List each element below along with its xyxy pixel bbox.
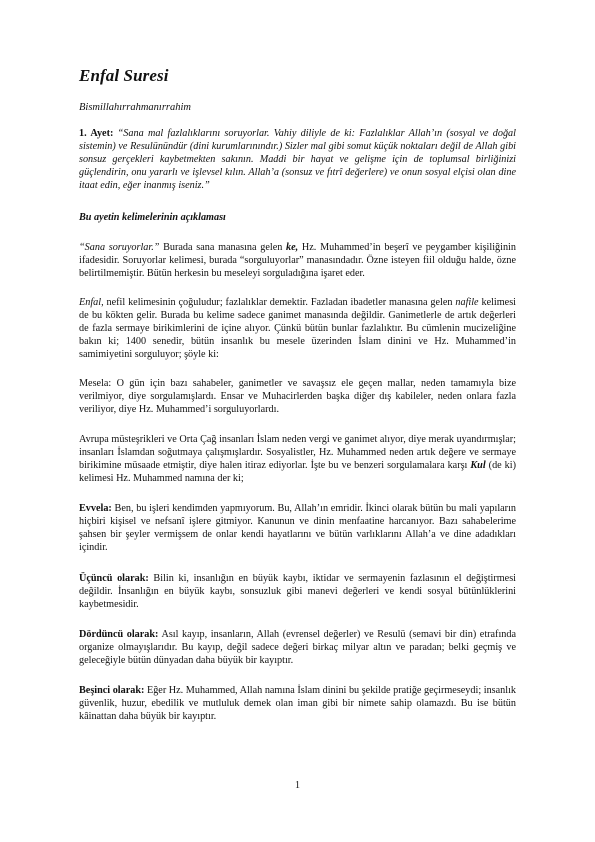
p5-label: Evvela:	[79, 503, 112, 514]
p2-word-2: nafile	[455, 297, 479, 308]
p1-quote: “Sana soruyorlar.”	[79, 242, 160, 253]
paragraph-1	[79, 241, 516, 280]
paragraph-8	[79, 684, 516, 723]
p1-word: ke,	[286, 242, 299, 253]
paragraph-2	[79, 296, 516, 361]
page-number: 1	[295, 780, 300, 791]
p6-text: Bilin ki, insanlığın en büyük kaybı, iktidar ve sermayenin fazlasının el değiştirmesi değildir. İnsanlığın en büyük kaybı, sonsuzluk gibi manevi değerleri ve kendi sosyal bütünlüklerini kaybetmesidir.	[79, 573, 517, 611]
p4-text-2: (de ki) kelimesi Hz. Muhammed namına der ki;	[79, 460, 517, 485]
basmala: Bismillahırrahmanırrahim	[79, 102, 192, 113]
verse-paragraph	[79, 127, 516, 192]
paragraph-5	[79, 502, 516, 554]
p8-label: Beşinci olarak:	[79, 685, 145, 696]
p2-word-1: Enfal,	[79, 297, 104, 308]
p1-text-2: Hz. Muhammed’in beşerî ve peygamber kişiliğinin ifadesidir. Soruyorlar kelimesi, burada “sorguluyorlar” manasındadır. Özne isteyen fiil olduğu halde, özne belirtilmemiştir. Bütün herkesin bu meseleyi sorguladığına işaret eder.	[79, 242, 516, 280]
paragraph-6	[79, 572, 516, 611]
section-heading: Bu ayetin kelimelerinin açıklaması	[79, 212, 226, 223]
p7-label: Dördüncü olarak:	[79, 629, 159, 640]
p6-label: Üçüncü olarak:	[79, 573, 149, 584]
p5-text: Ben, bu işleri kendimden yapmıyorum. Bu, Allah’ın emridir. İkinci olarak bütün bu mali yapıların hiçbiri kişisel ve nefsanî işlere gitmiyor. Kanunun ve dinin menfaatine harcanıyor. Bazı sahabelerime şahsen bir şeyler vermişsem de onlar kendi hayatlarını ve bütün varlıklarını Allah’a ve dine adadıkları içindir.	[79, 503, 516, 554]
p1-text-1: Burada sana manasına gelen	[159, 242, 287, 253]
p7-text: Asıl kayıp, insanların, Allah (evrensel değerler) ve Resulü (semavi bir din) etrafında organize olmayışlarıdır. Bu kayıp, değil sadece değeri birkaç milyar altın ve paradan; belki geçmiş ve geleceğiyle bütün dünyadan daha büyük bir kayıptır.	[79, 629, 516, 667]
paragraph-7	[79, 628, 516, 667]
paragraph-3: Mesela: O gün için bazı sahabeler, ganimetler ve savaşsız ele geçen mallar, neden tamamıyla bize verilmiyor, diye sorgulamışlardı. Ensar ve Muhacirlerden başka diğer dış kabileler, neden onlara fazla veriliyor, diye Hz. Muhammed’i sorguluyorlardı.	[79, 378, 516, 416]
p2-text-2: kelimesi de bu kökten gelir. Burada bu kelime sadece ganimet manasında değildir. Ganimetlerle de artık değerleri de fazla sermaye birikimlerini de içine alıyor. Çünkü bütün bunlar fazlalıktır. Bu cümlenin mucizeliğine bakın ki; 1400 senedir, bütün insanlık bu mesele üzerinden İslam dinini ve Hz. Muhammed’in samimiyetini sorguluyor; şöyle ki:	[79, 297, 516, 361]
verse-text: “Sana mal fazlalıklarını soruyorlar. Vahiy diliyle de ki: Fazlalıklar Allah’ın (sosyal ve doğal sistemin) ve Resulünündür (dini kurumlarınındır.) Sizler mal gibi somut küçük noktaları değil de Allah gibi sonsuz gerçekleri kaybetmekten sakının. Maddi bir hayat ve gelişme için de toplumsal birliğinizi güçlendirin, onu yararlı ve işlevsel kılın. Allah’a (sonsuz ve fıtrî değerlere) ve onun sosyal elçisi olan dine itaat edin, eğer inanmış iseniz.”	[79, 128, 516, 192]
p2-text-1: nefil kelimesinin çoğuludur; fazlalıklar demektir. Fazladan ibadetler manasına gelen	[103, 297, 456, 308]
p4-word: Kul	[470, 460, 486, 472]
verse-label: 1. Ayet:	[79, 128, 114, 139]
paragraph-4	[79, 433, 516, 485]
p8-text: Eğer Hz. Muhammed, Allah namına İslam dinini bu şekilde pratiğe geçirmeseydi; insanlık güvenlik, huzur, ebedilik ve mutluluk demek olan iman gibi bir nimete sahip olamazdı. Bu ise bütün kâinattan daha büyük bir kayıptır.	[79, 685, 516, 723]
page-title: Enfal Suresi	[79, 66, 169, 85]
p4-text-1: Avrupa müsteşrikleri ve Orta Çağ insanları İslam neden vergi ve ganimet alıyor, diye merak uyandırmışlar; insanları İslamdan soğutmaya çalışmışlardır. Sosyalistler, Hz. Muhammed neden artık değere ve sermaye birikimine müsaade etmiştir, diye halen itiraz ediyorlar. İşte bu ve benzeri sorgulamalara karşı	[79, 434, 516, 472]
